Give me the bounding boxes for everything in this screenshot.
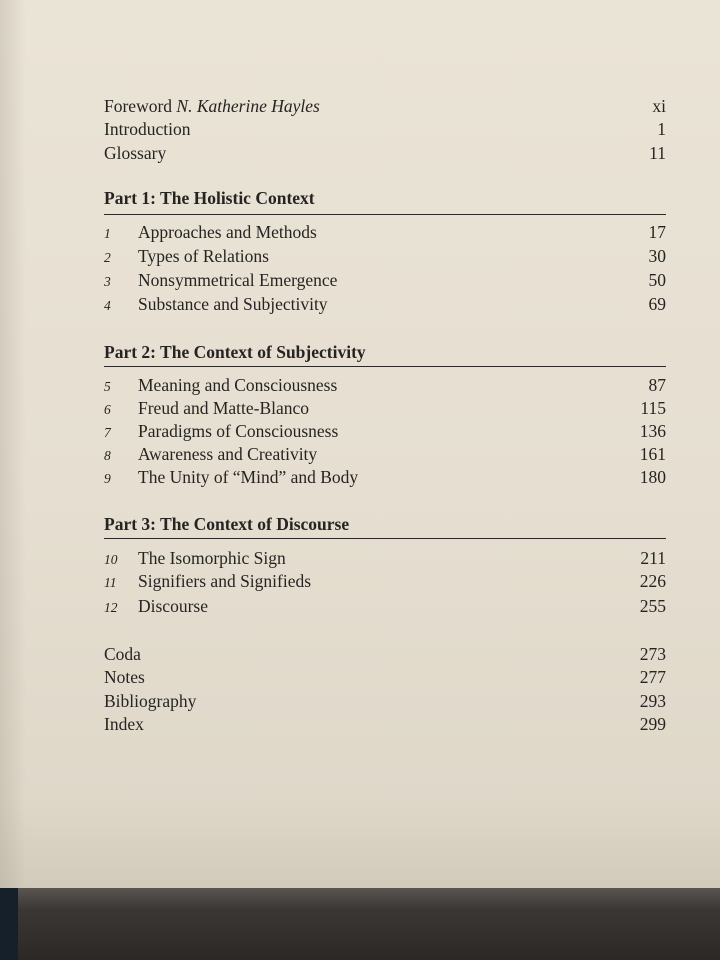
page-number: 161	[639, 444, 666, 464]
chapter-number: 5	[104, 379, 111, 394]
page-number: 17	[648, 222, 666, 242]
toc-entry-chapter	[104, 465, 666, 489]
entry-title: Awareness and Creativity	[138, 444, 318, 464]
entry-title: Types of Relations	[138, 246, 269, 266]
entry-title: Approaches and Methods	[138, 222, 317, 242]
page-number: 50	[648, 270, 666, 290]
foreword-author: N. Katherine Hayles	[176, 96, 320, 116]
toc-entry-chapter	[104, 442, 666, 466]
chapter-number: 2	[104, 250, 111, 265]
entry-title: Paradigms of Consciousness	[138, 421, 339, 441]
chapter-number: 6	[104, 402, 111, 417]
entry-title: Index	[104, 714, 144, 734]
toc-entry-glossary	[104, 141, 666, 165]
toc-entry-coda	[104, 642, 666, 666]
page-number: 69	[648, 294, 666, 314]
toc-entry-chapter	[104, 594, 666, 618]
chapter-number: 3	[104, 274, 111, 289]
toc-entry-chapter	[104, 569, 666, 593]
chapter-number: 1	[104, 226, 111, 241]
page-number: 1	[657, 119, 666, 139]
entry-title: Substance and Subjectivity	[138, 294, 328, 314]
chapter-number: 11	[104, 575, 117, 590]
entry-title: Bibliography	[104, 691, 197, 711]
entry-title: Signifiers and Signifieds	[138, 571, 312, 591]
page-number: 277	[639, 667, 666, 687]
part-rule	[104, 214, 666, 215]
entry-title: Nonsymmetrical Emergence	[138, 270, 338, 290]
page-number: xi	[652, 96, 666, 116]
entry-title: Introduction	[104, 119, 191, 139]
page-number: 115	[640, 398, 666, 418]
toc-entry-chapter	[104, 373, 666, 397]
chapter-number: 7	[104, 425, 111, 440]
toc-entry-chapter	[104, 419, 666, 443]
entry-title: The Unity of “Mind” and Body	[138, 467, 359, 487]
page-number: 211	[640, 548, 666, 568]
chapter-number: 8	[104, 448, 111, 463]
toc-entry-introduction	[104, 117, 666, 141]
book-edge	[0, 888, 720, 960]
toc-entry-chapter	[104, 396, 666, 420]
book-spine	[0, 888, 18, 960]
part-heading: Part 3: The Context of Discourse	[104, 514, 350, 534]
page-number: 299	[639, 714, 666, 734]
toc-entry-chapter	[104, 268, 666, 292]
toc-entry-bibliography	[104, 689, 666, 713]
toc-entry-chapter	[104, 292, 666, 316]
page-number: 226	[639, 571, 666, 591]
part-rule	[104, 538, 666, 539]
toc-entry-chapter	[104, 546, 666, 570]
entry-title: Meaning and Consciousness	[138, 375, 338, 395]
chapter-number: 4	[104, 298, 111, 313]
toc-entry-index	[104, 712, 666, 736]
toc-entry-foreword	[104, 94, 666, 118]
entry-title: Coda	[104, 644, 141, 664]
toc-entry-notes	[104, 665, 666, 689]
page-number: 30	[648, 246, 666, 266]
entry-title: Foreword	[104, 96, 173, 116]
part-rule	[104, 366, 666, 367]
toc-entry-chapter	[104, 244, 666, 268]
page-number: 255	[639, 596, 666, 616]
page-number: 180	[639, 467, 666, 487]
entry-title: Freud and Matte-Blanco	[138, 398, 310, 418]
page-number: 293	[639, 691, 666, 711]
part-heading: Part 1: The Holistic Context	[104, 188, 315, 208]
part-heading: Part 2: The Context of Subjectivity	[104, 342, 366, 362]
page-number: 273	[639, 644, 666, 664]
toc-entry-chapter	[104, 220, 666, 244]
entry-title: Glossary	[104, 143, 167, 163]
entry-title: The Isomorphic Sign	[138, 548, 286, 568]
page-number: 136	[639, 421, 666, 441]
page-number: 87	[648, 375, 666, 395]
page-number: 11	[649, 143, 666, 163]
chapter-number: 9	[104, 471, 111, 486]
chapter-number: 12	[104, 600, 118, 615]
entry-title: Discourse	[138, 596, 208, 616]
entry-title: Notes	[104, 667, 145, 687]
chapter-number: 10	[104, 552, 118, 567]
